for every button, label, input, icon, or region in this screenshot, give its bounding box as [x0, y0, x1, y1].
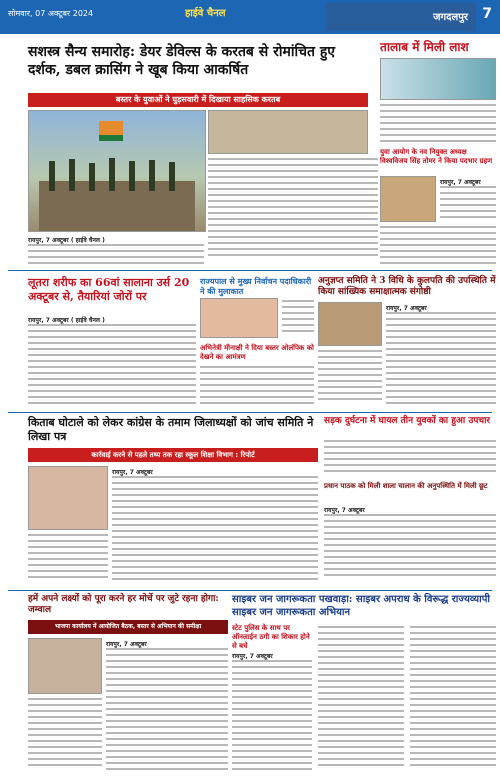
story1-subhead: बस्तर के युवाओं ने घुड़सवारी में दिखाया साहसिक करतब: [28, 93, 368, 107]
story4-body-2: [318, 350, 382, 408]
story6-body: [324, 440, 496, 480]
story4-photo: [318, 302, 382, 346]
story5-ribbon: कार्रवाई करने से पहले तथ्य तक रहा स्कूल शिक्षा विभाग : रिपोर्ट: [28, 448, 318, 462]
story2-byline: रायपुर, 7 अक्टूबर ( हाईवे चैनल ): [28, 317, 105, 324]
story1-byline: रायपुर, 7 अक्टूबर ( हाईवे चैनल ): [28, 237, 105, 244]
story8-body: [232, 660, 312, 774]
story8-byline: रायपुर, 7 अक्टूबर: [232, 653, 273, 660]
story1-body-right: [376, 108, 378, 109]
side1-photo-2: [380, 176, 436, 222]
paper-name: हाईवे चैनल: [185, 8, 226, 19]
story1-photo-2: [208, 110, 368, 154]
story6-byline: रायपुर, 7 अक्टूबर: [324, 507, 365, 514]
story1-photo: [28, 110, 206, 232]
story1-body: [208, 158, 378, 264]
city-name: जगदलपुर: [433, 12, 468, 23]
divider: [8, 270, 492, 271]
story3-caption: अभिनेत्री मीनाक्षी ने दिया बस्तर ओलंपिक को देखने का आमंत्रण: [200, 343, 314, 361]
story8-body-3: [410, 626, 496, 774]
story2-body: [28, 324, 196, 410]
story1-body-left: [28, 244, 204, 266]
story7-body: [106, 648, 228, 774]
story7-ribbon: भाजपा कार्यालय में आयोजित बैठक, बस्तर से अभियान की समीक्षा: [28, 620, 228, 634]
story5-photo: [28, 466, 108, 530]
story3-body: [282, 300, 314, 340]
divider-3: [8, 590, 492, 591]
story5-headline: किताब घोटाले को लेकर कांग्रेस के तमाम जिलाध्यक्षों को जांच समिति ने लिखा पत्र: [28, 416, 314, 443]
story7-body-2: [28, 698, 102, 774]
story8-subhead: स्टेट पुलिस के साथ पर ऑनलाईन ठगी का शिकार होने से बचे: [232, 623, 310, 650]
side1-body-2: [440, 186, 496, 222]
story5-byline: रायपुर, 7 अक्टूबर: [112, 469, 153, 476]
side1-photo: [380, 58, 496, 100]
story4-headline: अनुज्ञप्त समिति ने 3 विधि के कुलपति की उपस्थिति में किया सांख्यिक समाक्षात्मक संगोष्ठी: [318, 276, 496, 298]
edition-date: सोमवार, 07 अक्टूबर 2024: [8, 9, 94, 18]
story8-headline: साइबर जन जागरूकता पखवाड़ा: साइबर अपराध के विरूद्ध राज्यव्यापी साइबर जन जागरूकता अभियान: [232, 594, 490, 618]
story6-headline: सड़क दुर्घटना में घायल तीन युवकों का हुआ उपचार: [324, 416, 491, 426]
story8-body-2: [318, 626, 404, 774]
story5-body-2: [28, 534, 108, 586]
story6-body-2: [324, 514, 496, 586]
side1-subhead: युवा आयोग के नव नियुक्त अध्यक्ष विश्वविजय सिंह तोमर ने किया पदभार ग्रहण: [380, 147, 493, 165]
story4-body: [386, 312, 496, 408]
story3-body-2: [200, 366, 314, 410]
parade-illustration: [29, 111, 205, 231]
story2-headline: लूतरा शरीफ का 66वां सालाना उर्स 20 अक्टूबर से, तैयारियां जोरों पर: [28, 276, 190, 303]
story7-photo: [28, 638, 102, 694]
story5-body: [112, 476, 318, 586]
divider-2: [8, 412, 492, 413]
page-number: 7: [482, 6, 492, 22]
side1-headline: तालाब में मिली लाश: [380, 40, 469, 54]
story6-subhead: प्रधान पाठक को मिली शाला चालान की अनुपस्थिति में मिली छूट: [324, 481, 488, 490]
side1-body-3: [380, 226, 496, 266]
story4-byline: रायपुर, 7 अक्टूबर: [386, 305, 427, 312]
story1-headline: सशस्त्र सैन्य समारोह: डेयर डेविल्स के करतब से रोमांचित हुए दर्शक, डबल क्रासिंग ने खूब किया आकर्षित: [28, 44, 336, 78]
story7-headline: हमें अपने लक्ष्यों को पूरा करने हर मोर्चे पर जुटे रहना होगा: जम्वाल: [28, 594, 219, 616]
side1-byline: रायपुर, 7 अक्टूबर: [440, 179, 481, 186]
story7-byline: रायपुर, 7 अक्टूबर: [106, 641, 147, 648]
story3-photo: [200, 298, 278, 338]
story3-headline: राज्यपाल से मुख्य निर्वाचन पदाधिकारी ने की मुलाकात: [200, 276, 312, 296]
masthead: [0, 0, 500, 34]
side1-body: [380, 104, 496, 148]
